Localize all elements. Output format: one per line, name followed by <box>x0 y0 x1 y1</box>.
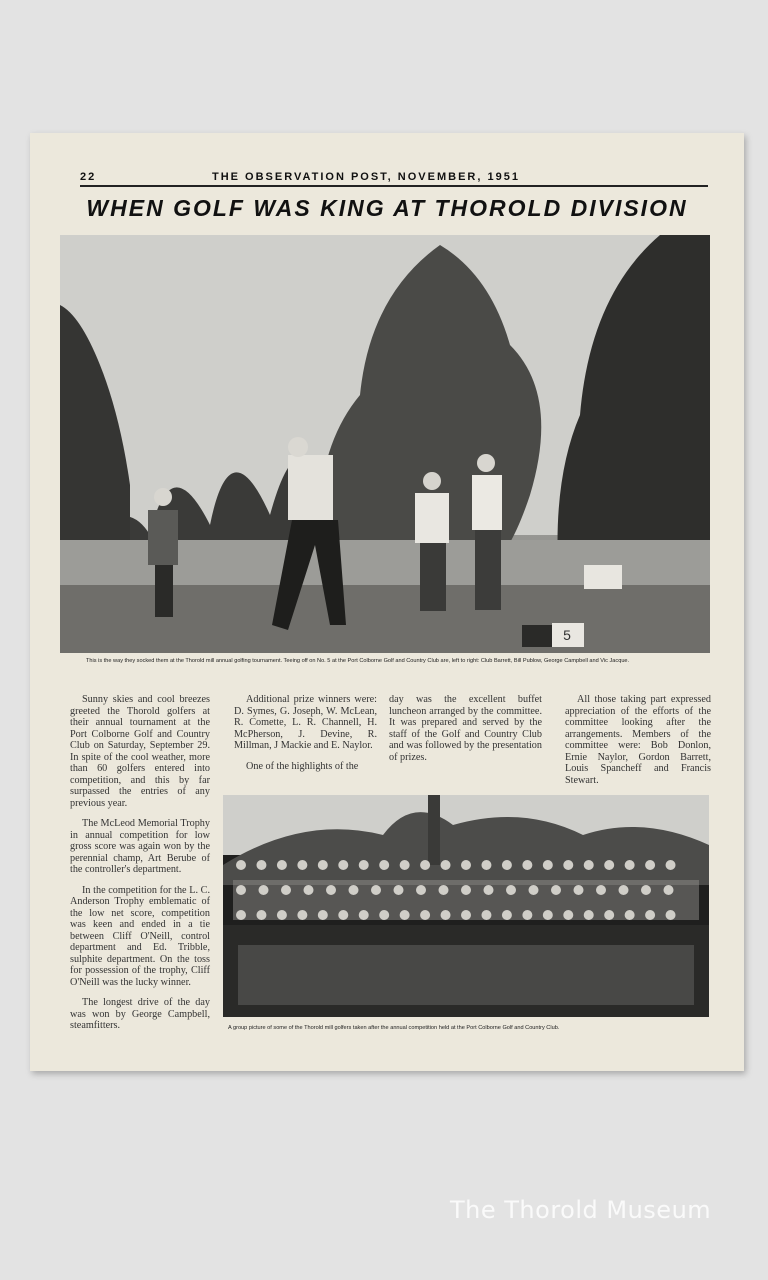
article-paragraph: One of the highlights of the <box>246 760 359 772</box>
article-column-2 <box>234 694 377 781</box>
article-column-1 <box>70 694 210 1041</box>
group-photo <box>223 795 709 1017</box>
running-head: THE OBSERVATION POST, NOVEMBER, 1951 <box>212 171 520 183</box>
photo2-caption: A group picture of some of the Thorold mill golfers taken after the annual competition held at the Port Colborne Golf and Country Club. <box>228 1025 560 1031</box>
museum-watermark: The Thorold Museum <box>450 1196 712 1224</box>
newsletter-page <box>30 133 744 1071</box>
article-paragraph: The McLeod Memorial Trophy in annual competition for low gross score was again won by the perennial champ, Art Berube of the controller's department. <box>70 818 210 875</box>
article-paragraph: Additional prize winners were: D. Symes, G. Joseph, W. McLean, R. Comette, L. R. Channell, H. McPherson, J. Devine, R. Millman, J Mackie and E. Naylor. <box>234 694 377 751</box>
headline: WHEN GOLF WAS KING AT THOROLD DIVISION <box>86 195 688 221</box>
page-number: 22 <box>80 171 97 183</box>
article-paragraph: Sunny skies and cool breezes greeted the Thorold golfers at their annual tournament at the Port Colborne Golf and Country Club on Saturday, September 29. In spite of the cool weather, more than 60 golfers entered into competition, and this by far surpassed the entries of any previous year. <box>70 694 210 809</box>
photo1-caption: This is the way they socked them at the Thorold mill annual golfing tournament. Teeing off on No. 5 at the Port Colborne Golf and Country Club are, left to right: Club Barrett, Bill Publow, George Campbell and Vic Jacque. <box>86 658 630 664</box>
header-rule <box>80 185 708 187</box>
article-paragraph: day was the excellent buffet luncheon arranged by the committee. It was prepared and served by the staff of the Golf and Country Club and was followed by the presentation of prizes. <box>389 694 542 763</box>
article-paragraph: All those taking part expressed appreciation of the efforts of the committee looking after the arrangements. Members of the committee were: Bob Donlon, Ernie Naylor, Gordon Barrett, Louis Spancheff and Francis Stewart. <box>565 694 711 786</box>
article-paragraph: In the competition for the L. C. Anderson Trophy emblematic of the low net score, competition was keen and ended in a tie between Cliff O'Neill, control department and Ed. Tribble, sulphite department. On the toss for possession of the trophy, Cliff O'Neill was the lucky winner. <box>70 884 210 988</box>
tee-marker-number: 5 <box>563 627 571 643</box>
article-column-4 <box>565 694 711 795</box>
article-paragraph: The longest drive of the day was won by George Campbell, steamfitters. <box>70 997 210 1031</box>
article-column-3 <box>389 694 542 772</box>
golf-tee-off-photo <box>60 235 710 653</box>
